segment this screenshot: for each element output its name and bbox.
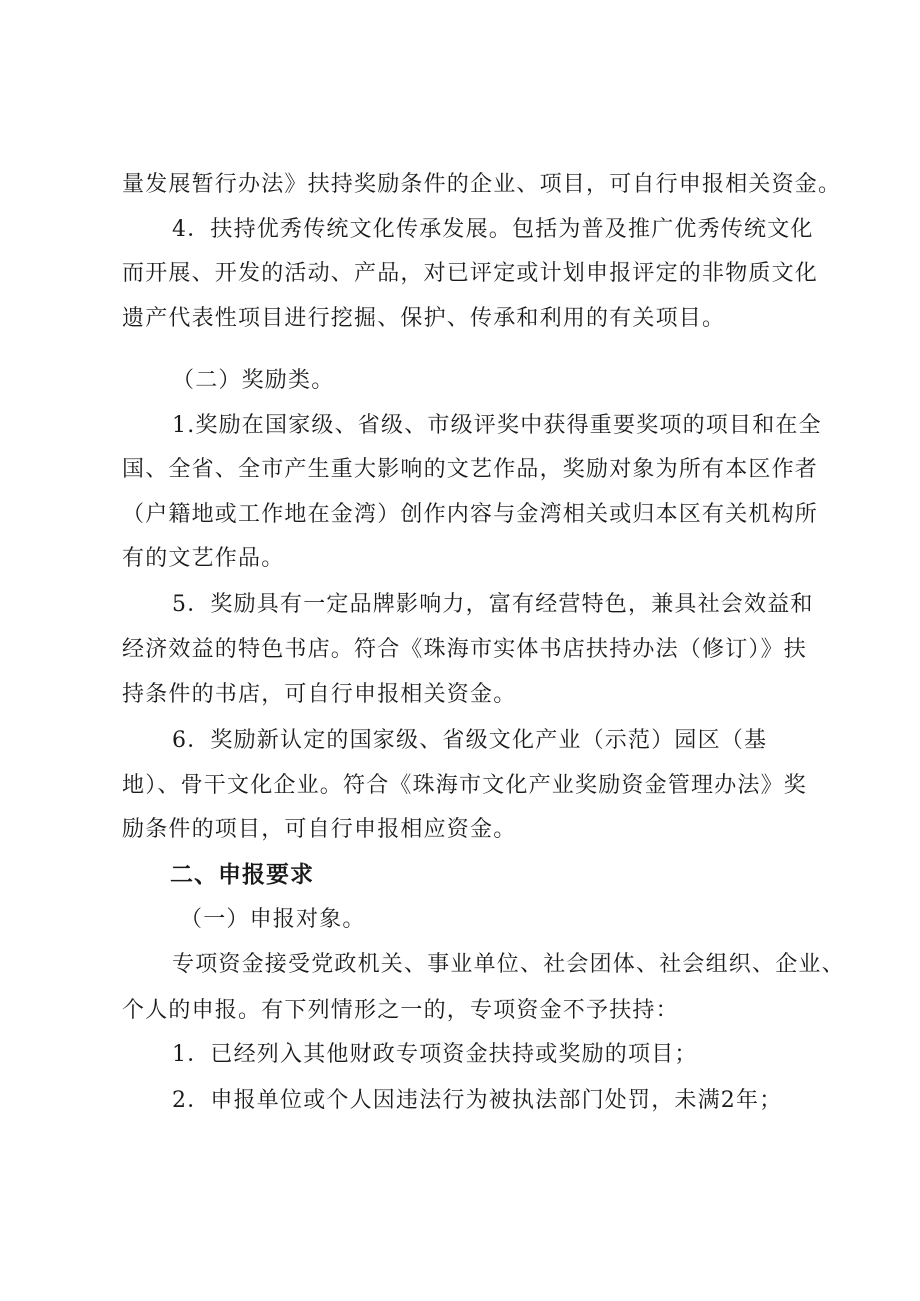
paragraph-line: 励条件的项目，可自行申报相应资金。 [122,817,517,842]
paragraph-line: 6．奖励新认定的国家级、省级文化产业（示范）园区（基 [172,728,768,753]
paragraph-line: 经济效益的特色书店。符合《珠海市实体书店扶持办法（修订）》扶 [122,637,808,662]
paragraph-line: 个人的申报。有下列情形之一的，专项资金不予扶持： [122,998,679,1023]
subsection-title: （二）奖励类。 [172,368,335,393]
paragraph-line: 专项资金接受党政机关、事业单位、社会团体、社会组织、企业、 [172,952,845,977]
paragraph-line: 4．扶持优秀传统文化传承发展。包括为普及推广优秀传统文化 [172,217,814,242]
paragraph-line: （户籍地或工作地在金湾）创作内容与金湾相关或归本区有关机构所 [122,502,819,527]
subsection-title: （一）申报对象。 [180,907,366,932]
paragraph-line: 遗产代表性项目进行挖掘、保护、传承和利用的有关项目。 [122,306,726,331]
list-item: 1．已经列入其他财政专项资金扶持或奖励的项目； [172,1042,698,1067]
paragraph-line: 持条件的书店，可自行申报相关资金。 [122,682,517,707]
paragraph-line: 有的文艺作品。 [122,546,285,571]
section-heading: 二、申报要求 [170,862,314,888]
paragraph-line: 5．奖励具有一定品牌影响力，富有经营特色，兼具社会效益和 [172,592,814,617]
paragraph-line: 量发展暂行办法》扶持奖励条件的企业、项目，可自行申报相关资金。 [122,172,842,197]
paragraph-line: 国、全省、全市产生重大影响的文艺作品，奖励对象为所有本区作者 [122,457,819,482]
paragraph-line: 地）、骨干文化企业。符合《珠海市文化产业奖励资金管理办法》奖 [122,773,808,798]
list-item: 2．申报单位或个人因违法行为被执法部门处罚，未满2年； [172,1088,783,1113]
paragraph-line: 1.奖励在国家级、省级、市级评奖中获得重要奖项的项目和在全 [172,413,822,438]
paragraph-line: 而开展、开发的活动、产品，对已评定或计划申报评定的非物质文化 [122,261,819,286]
